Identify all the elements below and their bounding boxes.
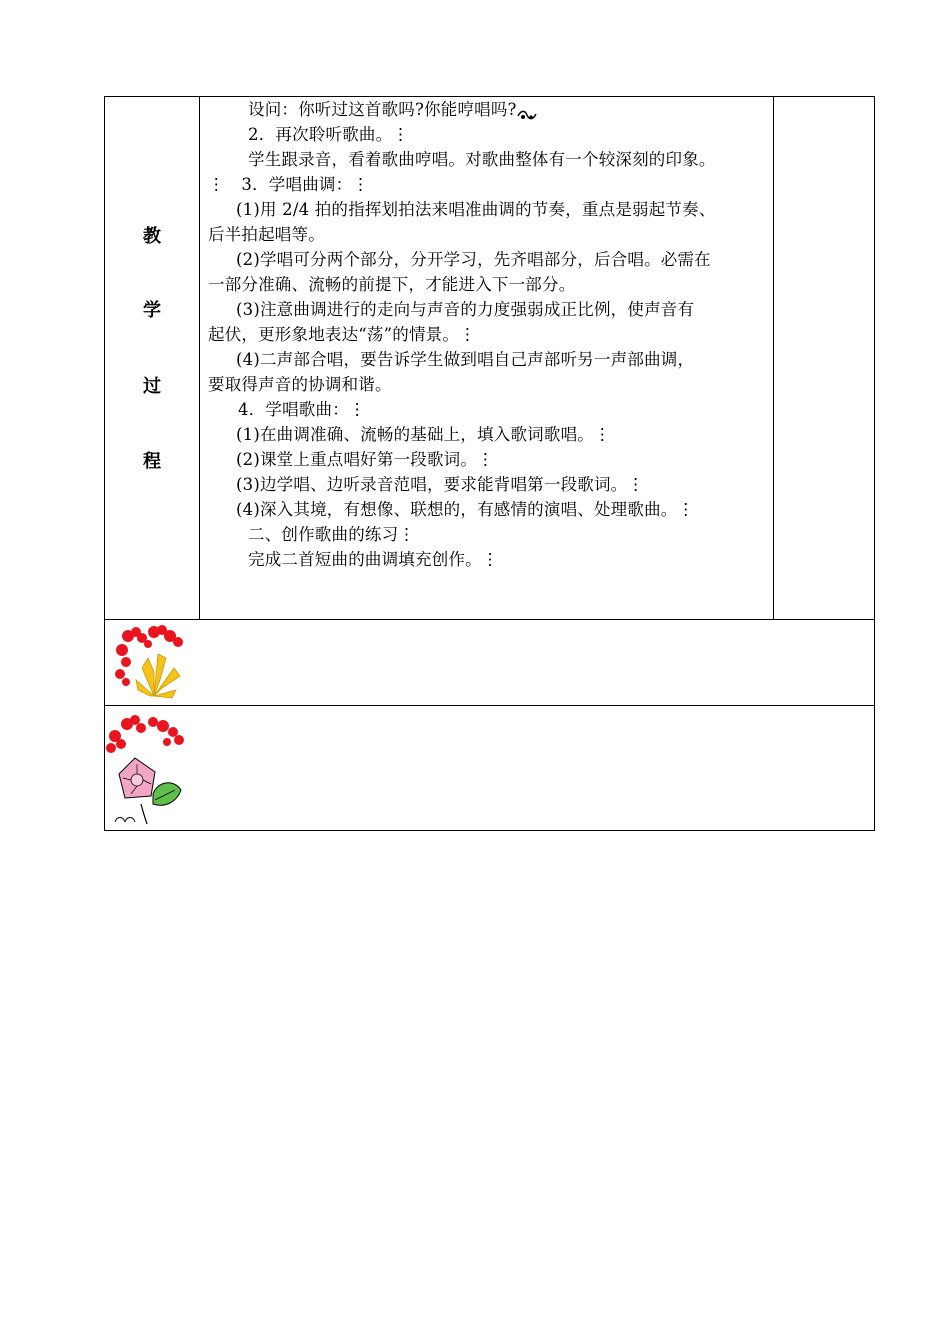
text-line: (1)用 2/4 拍的指挥划拍法来唱准曲调的节奏，重点是弱起节奏、 bbox=[236, 200, 716, 219]
table-right-border bbox=[874, 96, 875, 831]
side-label-char: 程 bbox=[143, 451, 161, 472]
text-line: 二、创作歌曲的练习⋮ bbox=[248, 525, 415, 544]
music-note-icon bbox=[517, 104, 537, 118]
text-line: (3)注意曲调进行的走向与声音的力度强弱成正比例，使声音有 bbox=[236, 300, 695, 319]
text-line: 一部分准确、流畅的前提下，才能进入下一部分。 bbox=[208, 275, 576, 294]
text-line: 设问：你听过这首歌吗?你能哼唱吗? bbox=[208, 97, 808, 122]
side-label-char: 教 bbox=[143, 226, 161, 247]
text-line: 学生跟录音，看着歌曲哼唱。对歌曲整体有一个较深刻的印象。 bbox=[248, 150, 716, 169]
text-line: 2．再次聆听歌曲。⋮ bbox=[248, 125, 409, 144]
text-line: 完成二首短曲的曲调填充创作。⋮ bbox=[248, 550, 499, 569]
text-line: (3)边学唱、边听录音范唱，要求能背唱第一段歌词。⋮ bbox=[236, 475, 645, 494]
side-label-char: 过 bbox=[143, 376, 161, 397]
text-line: (2)学唱可分两个部分，分开学习，先齐唱部分，后合唱。必需在 bbox=[236, 250, 711, 269]
text-line: (1)在曲调准确、流畅的基础上，填入歌词歌唱。⋮ bbox=[236, 425, 611, 444]
side-label-char: 学 bbox=[143, 300, 161, 321]
row-divider-1 bbox=[104, 619, 875, 620]
label-column-divider bbox=[199, 96, 200, 620]
flower-leaf-icon bbox=[114, 624, 186, 700]
text-line: 起伏，更形象地表达“荡”的情景。⋮ bbox=[208, 325, 476, 344]
row-divider-2 bbox=[104, 705, 875, 706]
text-line: ⋮ 3．学唱曲调：⋮ bbox=[208, 175, 369, 194]
table-bottom-border bbox=[104, 830, 875, 831]
text-line: (4)深入其境，有想像、联想的，有感情的演唱、处理歌曲。⋮ bbox=[236, 500, 695, 519]
morning-glory-icon bbox=[105, 712, 187, 828]
text-line: (4)二声部合唱，要告诉学生做到唱自己声部听另一声部曲调， bbox=[236, 350, 695, 369]
text-line: 4．学唱歌曲：⋮ bbox=[238, 400, 366, 419]
text-line: 要取得声音的协调和谐。 bbox=[208, 375, 392, 394]
text-line: (2)课堂上重点唱好第一段歌词。⋮ bbox=[236, 450, 494, 469]
text-line: 后半拍起唱等。 bbox=[208, 225, 325, 244]
